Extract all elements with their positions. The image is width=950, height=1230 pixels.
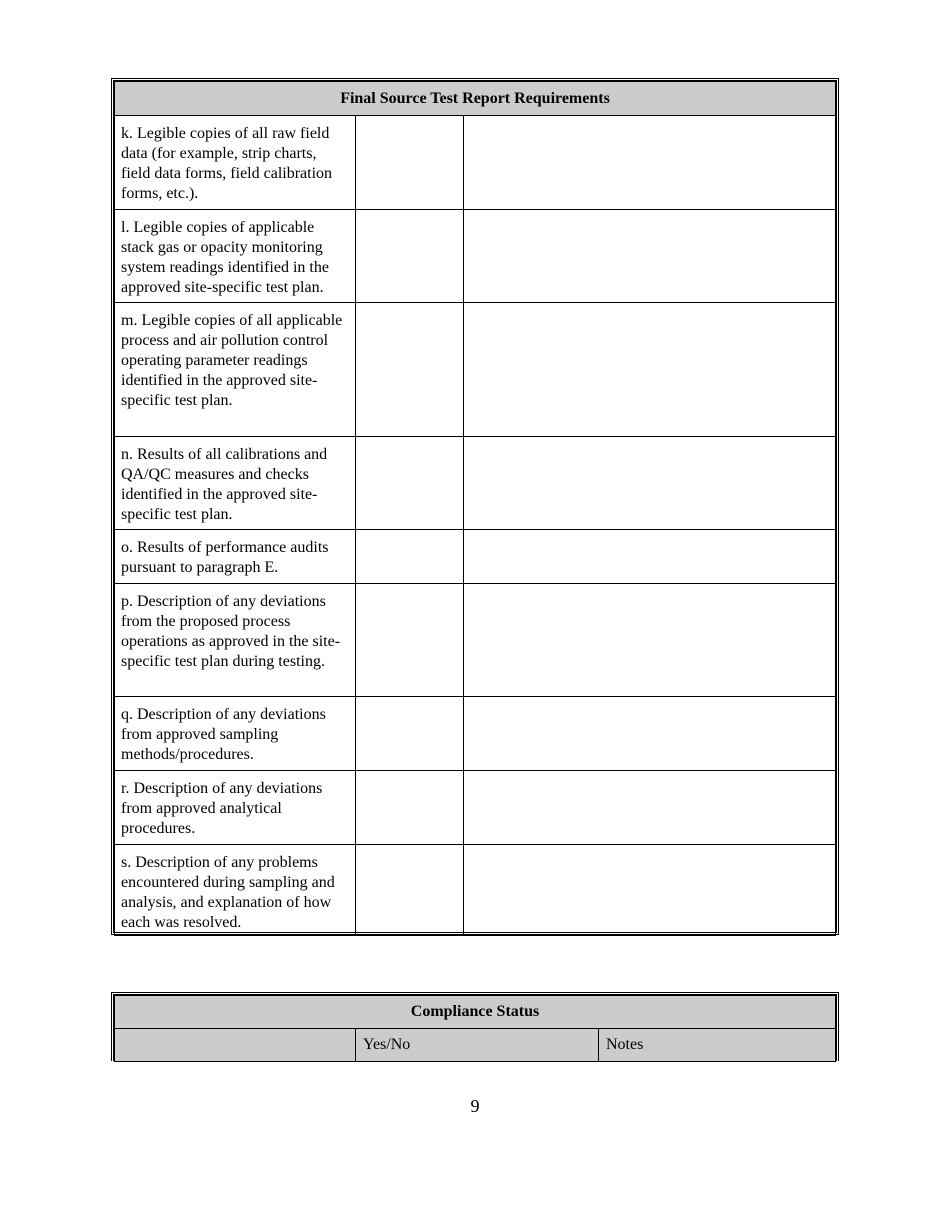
requirement-notes-cell[interactable] [464,771,836,845]
requirement-notes-cell[interactable] [464,845,836,936]
requirement-text: n. Results of all calibrations and QA/QC measures and checks identified in the approved site-specific test plan. [115,437,356,530]
requirement-text: r. Description of any deviations from approved analytical procedures. [115,771,356,845]
compliance-status-title: Compliance Status [115,996,836,1029]
requirement-text: k. Legible copies of all raw field data (for example, strip charts, field data forms, field calibration forms, etc.). [115,116,356,210]
requirement-notes-cell[interactable] [464,437,836,530]
requirement-notes-cell[interactable] [464,697,836,771]
requirement-text: o. Results of performance audits pursuant to paragraph E. [115,530,356,584]
requirement-text: p. Description of any deviations from the proposed process operations as approved in the site-specific test plan during testing. [115,584,356,697]
table-row [115,210,836,303]
compliance-header-yes-no: Yes/No [356,1029,599,1062]
compliance-header-blank [115,1029,356,1062]
requirement-notes-cell[interactable] [464,530,836,584]
compliance-header-notes: Notes [599,1029,836,1062]
requirement-text: s. Description of any problems encountered during sampling and analysis, and explanation of how each was resolved. [115,845,356,936]
table-row [115,116,836,210]
requirement-status-cell[interactable] [356,584,464,697]
requirement-status-cell[interactable] [356,697,464,771]
requirement-notes-cell[interactable] [464,303,836,437]
requirement-notes-cell[interactable] [464,116,836,210]
page-number: 9 [470,1096,480,1116]
table-row [115,530,836,584]
table-row [115,437,836,530]
requirement-status-cell[interactable] [356,303,464,437]
requirement-status-cell[interactable] [356,530,464,584]
table-row [115,303,836,437]
table-row [115,845,836,936]
requirement-notes-cell[interactable] [464,584,836,697]
requirement-status-cell[interactable] [356,210,464,303]
table-row [115,697,836,771]
requirement-status-cell[interactable] [356,437,464,530]
requirement-notes-cell[interactable] [464,210,836,303]
requirement-text: m. Legible copies of all applicable process and air pollution control operating parameter readings identified in the approved site-specific test plan. [115,303,356,437]
table-row [115,584,836,697]
requirements-table [111,78,839,935]
requirement-text: l. Legible copies of applicable stack gas or opacity monitoring system readings identified in the approved site-specific test plan. [115,210,356,303]
requirements-table-title: Final Source Test Report Requirements [115,82,836,116]
table-row [115,771,836,845]
requirement-status-cell[interactable] [356,771,464,845]
requirement-status-cell[interactable] [356,116,464,210]
requirement-text: q. Description of any deviations from approved sampling methods/procedures. [115,697,356,771]
requirement-status-cell[interactable] [356,845,464,936]
compliance-status-table [111,992,839,1061]
